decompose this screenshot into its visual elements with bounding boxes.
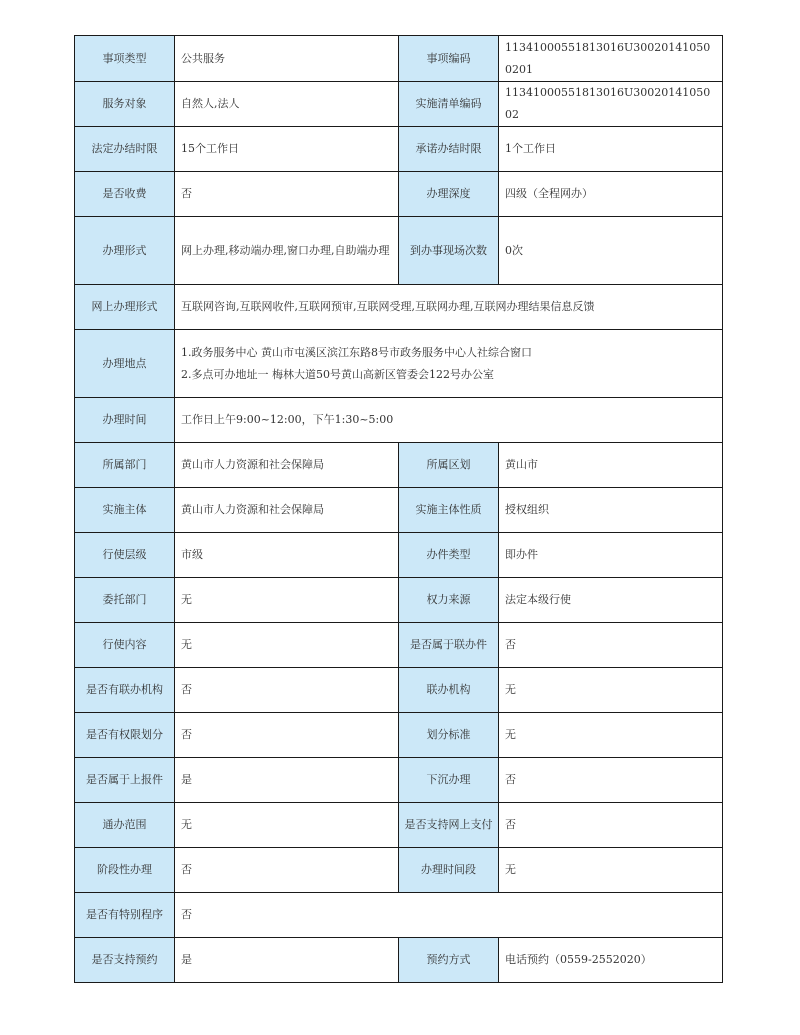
value-item-type: 公共服务 (175, 36, 399, 82)
label-exercise-level: 行使层级 (75, 533, 175, 578)
label-power-source: 权力来源 (399, 578, 499, 623)
label-case-type: 办件类型 (399, 533, 499, 578)
value-legal-time-limit: 15个工作日 (175, 127, 399, 172)
label-site-visits: 到办事现场次数 (399, 217, 499, 285)
label-online-payment: 是否支持网上支付 (399, 803, 499, 848)
label-joint-case: 是否属于联办件 (399, 623, 499, 668)
table-row (75, 217, 723, 285)
label-body-nature: 实施主体性质 (399, 488, 499, 533)
label-entrusting-department: 委托部门 (75, 578, 175, 623)
label-charge: 是否收费 (75, 172, 175, 217)
table-row (75, 803, 723, 848)
label-phased-handling: 阶段性办理 (75, 848, 175, 893)
table-row (75, 848, 723, 893)
service-item-table (74, 35, 723, 983)
value-has-authority-division: 否 (175, 713, 399, 758)
label-handling-depth: 办理深度 (399, 172, 499, 217)
table-row (75, 285, 723, 330)
label-has-joint-agency: 是否有联办机构 (75, 668, 175, 713)
location-line-2: 2.多点可办地址一 梅林大道50号黄山高新区管委会122号办公室 (181, 367, 494, 381)
value-division-standard: 无 (499, 713, 723, 758)
value-appointment-support: 是 (175, 938, 399, 983)
label-handling-location: 办理地点 (75, 330, 175, 398)
value-online-handling-form: 互联网咨询,互联网收件,互联网预审,互联网受理,互联网办理,互联网办理结果信息反馈 (175, 285, 723, 330)
table-row (75, 127, 723, 172)
label-implementing-body: 实施主体 (75, 488, 175, 533)
location-line-1: 1.政务服务中心 黄山市屯溪区滨江东路8号市政务服务中心人社综合窗口 (181, 345, 532, 359)
table-row (75, 82, 723, 127)
label-reported-case: 是否属于上报件 (75, 758, 175, 803)
value-special-procedure: 否 (175, 893, 723, 938)
table-row (75, 533, 723, 578)
table-row (75, 893, 723, 938)
label-region: 所属区划 (399, 443, 499, 488)
value-implementing-body: 黄山市人力资源和社会保障局 (175, 488, 399, 533)
value-case-type: 即办件 (499, 533, 723, 578)
value-implementation-code: 11341000551813016U3002014105002 (499, 82, 723, 127)
value-exercise-content: 无 (175, 623, 399, 668)
label-promised-time-limit: 承诺办结时限 (399, 127, 499, 172)
label-joint-agency: 联办机构 (399, 668, 499, 713)
value-joint-agency: 无 (499, 668, 723, 713)
value-handling-form: 网上办理,移动端办理,窗口办理,自助端办理 (175, 217, 399, 285)
table-row (75, 938, 723, 983)
label-service-scope: 通办范围 (75, 803, 175, 848)
value-handling-location (175, 330, 723, 398)
value-entrusting-department: 无 (175, 578, 399, 623)
label-implementation-code: 实施清单编码 (399, 82, 499, 127)
label-department: 所属部门 (75, 443, 175, 488)
table-row (75, 172, 723, 217)
label-item-type: 事项类型 (75, 36, 175, 82)
label-exercise-content: 行使内容 (75, 623, 175, 668)
table-row (75, 330, 723, 398)
label-appointment-method: 预约方式 (399, 938, 499, 983)
table-row (75, 398, 723, 443)
label-handling-hours: 办理时间 (75, 398, 175, 443)
value-handling-hours: 工作日上午9:00~12:00，下午1:30~5:00 (175, 398, 723, 443)
label-delegated-handling: 下沉办理 (399, 758, 499, 803)
value-joint-case: 否 (499, 623, 723, 668)
label-appointment-support: 是否支持预约 (75, 938, 175, 983)
value-region: 黄山市 (499, 443, 723, 488)
label-online-handling-form: 网上办理形式 (75, 285, 175, 330)
value-charge: 否 (175, 172, 399, 217)
value-site-visits: 0次 (499, 217, 723, 285)
table-row (75, 668, 723, 713)
value-phased-handling: 否 (175, 848, 399, 893)
label-legal-time-limit: 法定办结时限 (75, 127, 175, 172)
label-has-authority-division: 是否有权限划分 (75, 713, 175, 758)
value-handling-period: 无 (499, 848, 723, 893)
value-promised-time-limit: 1个工作日 (499, 127, 723, 172)
value-has-joint-agency: 否 (175, 668, 399, 713)
label-handling-period: 办理时间段 (399, 848, 499, 893)
table-row (75, 488, 723, 533)
label-item-code: 事项编码 (399, 36, 499, 82)
value-department: 黄山市人力资源和社会保障局 (175, 443, 399, 488)
value-body-nature: 授权组织 (499, 488, 723, 533)
value-exercise-level: 市级 (175, 533, 399, 578)
table-row (75, 713, 723, 758)
table-row (75, 623, 723, 668)
value-online-payment: 否 (499, 803, 723, 848)
table-row (75, 758, 723, 803)
label-service-object: 服务对象 (75, 82, 175, 127)
table-row (75, 443, 723, 488)
value-service-scope: 无 (175, 803, 399, 848)
value-handling-depth: 四级（全程网办） (499, 172, 723, 217)
label-handling-form: 办理形式 (75, 217, 175, 285)
value-item-code: 11341000551813016U300201410500201 (499, 36, 723, 82)
value-power-source: 法定本级行使 (499, 578, 723, 623)
label-division-standard: 划分标准 (399, 713, 499, 758)
value-delegated-handling: 否 (499, 758, 723, 803)
value-service-object: 自然人,法人 (175, 82, 399, 127)
table-row (75, 578, 723, 623)
table-row (75, 36, 723, 82)
label-special-procedure: 是否有特别程序 (75, 893, 175, 938)
value-appointment-method: 电话预约（0559-2552020） (499, 938, 723, 983)
value-reported-case: 是 (175, 758, 399, 803)
